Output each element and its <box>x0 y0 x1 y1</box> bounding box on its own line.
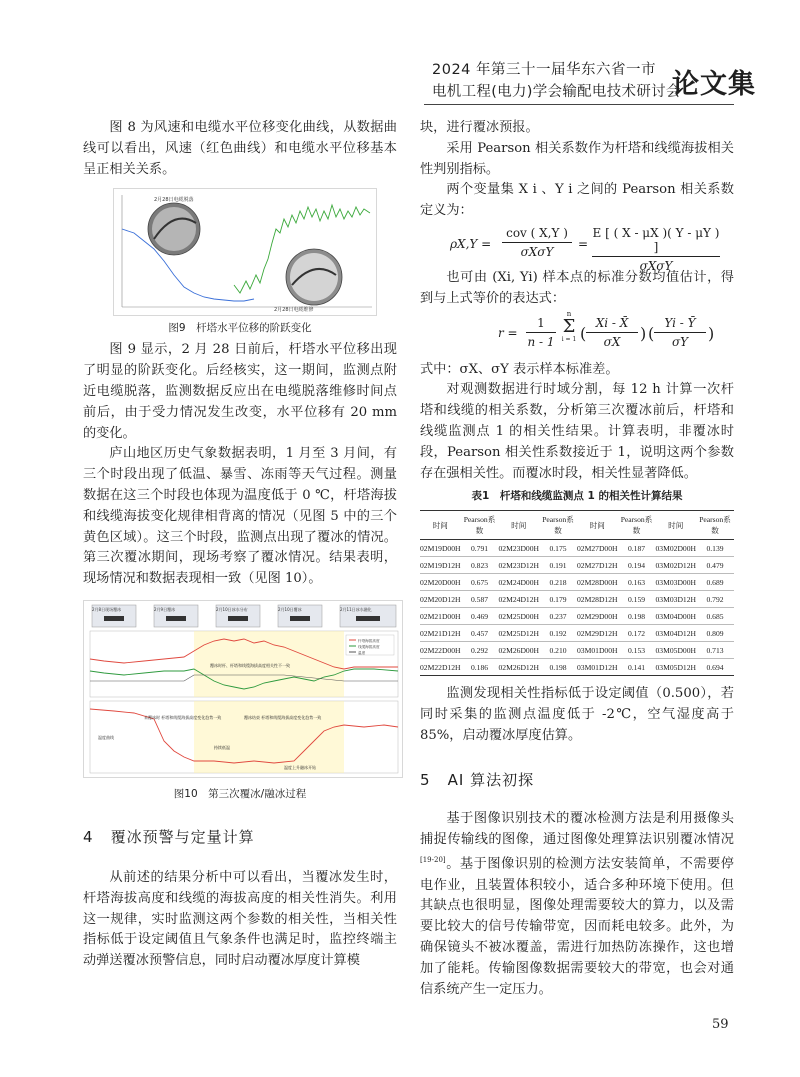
legend-cable: 线缆海拔高度 <box>358 644 380 649</box>
figure-9-plot <box>114 189 377 316</box>
table-cell: 0.292 <box>461 642 499 659</box>
figure-9 <box>113 188 377 316</box>
paragraph-continued: 块，进行覆冰预报。 <box>420 120 539 135</box>
table-cell: 0.198 <box>539 659 577 676</box>
table-cell: 03M05D00H <box>656 642 697 659</box>
section-4-title: 覆冰预警与定量计算 <box>110 827 255 846</box>
table-cell: 0.792 <box>696 591 734 608</box>
table-row <box>420 625 734 642</box>
eq2-term-x-num: Xi - X̄ <box>595 315 629 330</box>
table-cell: 03M03D12H <box>656 591 697 608</box>
table-row <box>420 540 734 557</box>
table-cell: 0.791 <box>461 540 499 557</box>
eq2-paren-open-2: ( <box>648 323 655 343</box>
table-header-row <box>420 511 734 540</box>
figure-9-caption: 图9 杆塔水平位移的阶跃变化 <box>168 322 312 335</box>
paragraph-analysis: 对观测数据进行时域分割，每 12 h 计算一次杆塔和线缆的相关系数，分析第三次覆冰前后，杆塔和线缆监测点 1 的相关性结果。计算表明，非覆冰时段，Pearson 相关性系数接近于 1，说明这两个参数存在强相关性。而覆冰时段，相关性显著降低。 <box>420 382 734 481</box>
eq2-paren-open-1: ( <box>580 323 587 343</box>
citation-19-20: [19-20] <box>420 856 446 865</box>
eq1-denominator-2: σXσY <box>639 258 673 273</box>
table-cell: 02M26D00H <box>499 642 540 659</box>
eq2-sum <box>560 310 578 343</box>
table-row <box>420 642 734 659</box>
note-melting: 温度上升融冰开始 <box>284 764 316 770</box>
table-header-cell: Pearson系数 <box>539 511 577 540</box>
proceedings-brand: 论文集 <box>672 69 756 100</box>
table-cell: 0.457 <box>461 625 499 642</box>
eq2-term-x <box>586 316 638 349</box>
table-cell: 02M28D00H <box>577 574 618 591</box>
figure-10-caption: 图10 第三次覆冰/融冰过程 <box>173 787 307 800</box>
paragraph-pearson-intro: 采用 Pearson 相关系数作为杆塔和线缆海拔相关性判别指标。 <box>420 140 734 177</box>
table-cell: 0.479 <box>696 557 734 574</box>
paragraph-ai-part1: 基于图像识别技术的覆冰检测方法是利用摄像头捕捉传输线的图像，通过图像处理算法识别覆冰情况 <box>420 810 734 847</box>
table-cell: 0.198 <box>618 608 656 625</box>
eq2-sum-upper: n <box>566 309 572 318</box>
eq1-equals: = <box>578 236 589 251</box>
table-cell: 03M03D00H <box>656 574 697 591</box>
photo-label-3: 2月10日冰水分布 <box>216 606 248 612</box>
eq2-paren-close-1: ) <box>640 323 647 343</box>
paragraph-warning: 从前述的结果分析中可以看出，当覆冰发生时，杆塔海拔高度和线缆的海拔高度的相关性消失。利用这一规律，实时监测这两个参数的相关性，当相关性指标低于设定阈值且气象条件也满足时，监控终端主动弹送覆冰预警信息，同时启动覆冰厚度计算模 <box>83 869 397 969</box>
table-cell: 0.172 <box>618 625 656 642</box>
left-column <box>83 118 397 972</box>
table-cell: 02M24D00H <box>499 574 540 591</box>
table-cell: 02M23D00H <box>499 540 540 557</box>
paragraph-fig9: 图 9 显示，2 月 28 日前后，杆塔水平位移出现了明显的阶跃变化。后经核实，这一期间，监测点附近电缆脱落，监测数据反应出在电缆脱落维修时间点前后，由于受力情况发生改变，水平位移有 20 mm 的变化。 <box>83 342 397 441</box>
page-number: 59 <box>712 1017 729 1032</box>
conference-title-line2: 电机工程(电力)学会输配电技术研讨会 <box>432 84 681 100</box>
table-cell: 0.194 <box>618 557 656 574</box>
eq2-term-x-den: σX <box>603 334 621 349</box>
table-cell: 0.713 <box>696 642 734 659</box>
equation-pearson <box>420 222 734 273</box>
table-1-body <box>420 540 734 676</box>
conference-title-line1: 2024 年第三十一届华东六省一市 <box>432 62 657 78</box>
table-cell: 02M21D12H <box>420 625 461 642</box>
table-cell: 0.186 <box>461 659 499 676</box>
table-cell: 03M02D00H <box>656 540 697 557</box>
fig9-label-drop: 2月28日电缆脱落 <box>154 197 194 204</box>
table-cell: 0.191 <box>539 557 577 574</box>
legend-tower: 杆塔海拔高度 <box>358 638 380 643</box>
table-cell: 0.139 <box>696 540 734 557</box>
table-cell: 03M05D12H <box>656 659 697 676</box>
table-cell: 0.141 <box>618 659 656 676</box>
paragraph-lushan: 庐山地区历史气象数据表明，1 月至 3 月间，有三个时段出现了低温、暴雪、冻雨等天气过程。测量数据在这三个时段也体现为温度低于 0 ℃，杆塔海拔和线缆海拔变化规律相背离的情况（见图 5 中的三个黄色区域）。这三个时段，监测点出现了覆冰的情况。第三次覆冰期间，现场考察了覆冰情况。结果表明，现场情况和数据表现相一致（见图 10）。 <box>83 446 397 587</box>
paragraph-sigma-def: 式中：σX、σY 表示样本标准差。 <box>420 361 619 377</box>
table-cell: 02M19D12H <box>420 557 461 574</box>
table-cell: 0.237 <box>539 608 577 625</box>
table-header-cell: 时间 <box>577 511 618 540</box>
eq2-lhs: r = <box>498 325 518 340</box>
photo-label-1: 2月8日现场覆冰 <box>92 606 122 612</box>
table-cell: 0.469 <box>461 608 499 625</box>
table-cell: 0.685 <box>696 608 734 625</box>
paragraph-ai-part2: 。基于图像识别的检测方法安装简单，不需要停电作业，且装置体积较小，适合多种环境下使用。但其缺点也很明显，图像处理需要较大的算力，以及需要比较大的信号传输带宽，因而耗电较多。此外，为确保镜头不被冰覆盖，需进行加热防冻操作，这也增加了能耗。传输图像数据需要较大的带宽，也会对通信系统产生一定压力。 <box>420 856 734 997</box>
table-row <box>420 574 734 591</box>
table-row <box>420 557 734 574</box>
paragraph-pearson-def: 两个变量集 X i 、Y i 之间的 Pearson 相关系数定义为： <box>420 182 734 219</box>
table-cell: 0.187 <box>618 540 656 557</box>
table-cell: 03M04D12H <box>656 625 697 642</box>
paragraph-ai <box>420 809 734 1001</box>
table-header-cell: 时间 <box>656 511 697 540</box>
table-cell: 0.689 <box>696 574 734 591</box>
note-icing-inconsistent: 覆冰时杆、杆塔和线缆海拔高度相关性不一致 <box>210 662 290 668</box>
equation-sample <box>420 310 734 360</box>
table-row <box>420 608 734 625</box>
table-cell: 02M27D00H <box>577 540 618 557</box>
table-cell: 02M20D00H <box>420 574 461 591</box>
table-cell: 0.210 <box>539 642 577 659</box>
eq1-fraction-1 <box>502 226 572 259</box>
table-cell: 0.675 <box>461 574 499 591</box>
figure-10 <box>83 600 403 778</box>
note-icing-end: 覆冰结束 杆塔和线缆海拔高度变化趋势一致 <box>244 714 322 720</box>
table-cell: 03M04D00H <box>656 608 697 625</box>
eq2-term-y-num: Yi - Ȳ <box>664 315 696 330</box>
table-cell: 02M29D00H <box>577 608 618 625</box>
table-1 <box>420 510 734 676</box>
table-cell: 02M22D12H <box>420 659 461 676</box>
photo-label-2: 2月9日覆冰 <box>154 606 176 612</box>
eq1-lhs: ρX,Y = <box>450 236 492 251</box>
table-cell: 02M29D12H <box>577 625 618 642</box>
table-row <box>420 591 734 608</box>
note-temperature: 温度曲线 <box>98 734 114 740</box>
table-cell: 02M25D00H <box>499 608 540 625</box>
eq1-denominator-1: σXσY <box>520 244 554 259</box>
table-cell: 0.159 <box>618 591 656 608</box>
table-cell: 02M28D12H <box>577 591 618 608</box>
eq2-prefactor-den: n - 1 <box>527 334 555 349</box>
eq1-numerator-1: cov ( X,Y ) <box>506 225 568 240</box>
eq2-sum-lower: i = 1 <box>561 335 577 343</box>
eq1-fraction-2 <box>592 226 720 273</box>
table-cell: 0.192 <box>539 625 577 642</box>
table-header-cell: Pearson系数 <box>461 511 499 540</box>
eq1-numerator-2: E [ ( X - μX )( Y - μY ) ] <box>592 225 720 254</box>
table-cell: 02M27D12H <box>577 557 618 574</box>
table-cell: 03M01D00H <box>577 642 618 659</box>
section-4-heading <box>83 826 397 854</box>
header-rule <box>424 104 734 105</box>
table-cell: 0.823 <box>461 557 499 574</box>
table-cell: 0.694 <box>696 659 734 676</box>
table-cell: 02M25D12H <box>499 625 540 642</box>
table-cell: 0.218 <box>539 574 577 591</box>
photo-label-4: 2月10日覆冰 <box>278 606 302 612</box>
table-cell: 0.153 <box>618 642 656 659</box>
table-header-cell: 时间 <box>499 511 540 540</box>
table-1-caption: 表1 杆塔和线缆监测点 1 的相关性计算结果 <box>471 490 683 503</box>
note-low-temp: 持续低温 <box>214 744 230 750</box>
eq2-paren-close-2: ) <box>708 323 715 343</box>
right-column <box>420 118 734 1000</box>
legend-temperature: 温度 <box>358 650 366 655</box>
section-5-title: AI 算法初探 <box>447 770 535 789</box>
eq2-prefactor <box>526 316 556 349</box>
eq2-sum-symbol: Σ <box>562 315 576 337</box>
paragraph-fig8: 图 8 为风速和电缆水平位移变化曲线，从数据曲线可以看出，风速（红色曲线）和电缆水平位移基本呈正相关关系。 <box>83 120 397 177</box>
section-5-number: 5 <box>420 770 431 789</box>
eq2-term-y <box>654 316 706 349</box>
table-header-cell: Pearson系数 <box>696 511 734 540</box>
table-cell: 0.179 <box>539 591 577 608</box>
table-cell: 02M26D12H <box>499 659 540 676</box>
table-row <box>420 659 734 676</box>
eq2-prefactor-num: 1 <box>537 315 545 330</box>
table-cell: 0.175 <box>539 540 577 557</box>
table-cell: 03M01D12H <box>577 659 618 676</box>
section-5-heading <box>420 769 734 797</box>
eq2-term-y-den: σY <box>671 334 689 349</box>
table-cell: 02M21D00H <box>420 608 461 625</box>
table-cell: 03M02D12H <box>656 557 697 574</box>
paragraph-threshold: 监测发现相关性指标低于设定阈值（0.500），若同时采集的监测点温度低于 -2℃，空气湿度高于 85%，启动覆冰厚度估算。 <box>420 686 734 743</box>
paragraph-standard-score: 也可由 (Xi, Yi) 样本点的标准分数均值估计，得到与上式等价的表达式： <box>420 269 734 306</box>
table-cell: 0.809 <box>696 625 734 642</box>
table-cell: 0.587 <box>461 591 499 608</box>
note-no-icing: 未覆冰时 杆塔和线缆海拔高度变化趋势一致 <box>144 714 222 720</box>
figure-10-plot <box>84 601 403 778</box>
fig9-label-repair: 2月28日电缆维修 <box>274 307 314 314</box>
table-cell: 02M23D12H <box>499 557 540 574</box>
table-cell: 02M20D12H <box>420 591 461 608</box>
table-cell: 02M19D00H <box>420 540 461 557</box>
section-4-number: 4 <box>83 827 94 846</box>
table-cell: 0.163 <box>618 574 656 591</box>
table-cell: 02M24D12H <box>499 591 540 608</box>
photo-label-5: 2月11日冰水融化 <box>340 606 372 612</box>
page-header <box>0 0 800 112</box>
table-header-cell: 时间 <box>420 511 461 540</box>
table-header-cell: Pearson系数 <box>618 511 656 540</box>
table-cell: 02M22D00H <box>420 642 461 659</box>
